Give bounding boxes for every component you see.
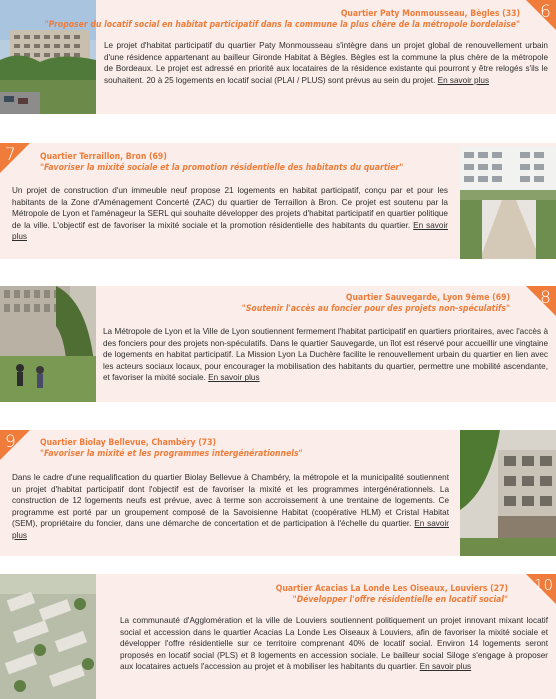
project-description-7: Un projet de construction d'un immeuble neuf propose 21 logements en habitat participatif, conçu par et pour les habitants de la Zone d'Aménagement Concerté (ZAC) du quartier de Terraillon à Bron. Ce projet est soutenu par la Métropole de Lyon et l'aménageur la SERL qui souhaite développer des projets d'habitat participatif en quartier politique de la ville. L'objectif est de favoriser la mixité sociale et la promotion résidentielle des habitants du quartier. En savoir plus — [12, 186, 449, 242]
project-photo-10 — [0, 574, 96, 699]
project-photo-7 — [460, 146, 556, 259]
project-title-7: Quartier Terraillon, Bron (69) "Favoriser la mixité sociale et la promotion résidentielle des habitants du quartier" — [40, 152, 404, 173]
project-number-8: 8 — [526, 286, 556, 316]
read-more-link-8[interactable]: En savoir plus — [208, 373, 260, 383]
project-photo-8 — [0, 286, 96, 402]
project-description-6: Le projet d'habitat participatif du quartier Paty Monmousseau s'intègre dans un projet global de renouvellement urbain d'une résidence appartenant au bailleur Gironde Habitat à Bègles. Bègles est la commune la plus chère de la métropole de Bordeaux. Le projet est adressé en priorité aux locataires de la résidence existante qui pourront y être relogés s'ils le souhaitent. 20 à 25 logements en locatif social (PLAI / PLUS) sont prévus au sein du projet. En savoir plus — [104, 41, 548, 85]
read-more-link-9[interactable]: En savoir plus — [12, 519, 449, 540]
separator — [0, 259, 556, 269]
project-description-10: La communauté d'Agglomération et la ville de Louviers soutiennent politiquement un projet innovant mixant locatif social et accession dans le quartier Acacias La Londe Les Oiseaux à Louviers, afin de favoriser la mixité sociale et développer l'offre résidentielle sur ce territoire comprenant 40% de locatif social. Environ 14 logements seront proposés en locatif social (PLS) et 8 logements en accession sociale. Le bailleur social Siloge s'engage à proposer aux locataires actuels l'accession au projet et à mobiliser les habitants du quartier. En savoir plus — [120, 616, 548, 672]
project-number-10: 10 — [526, 574, 556, 604]
project-card-10 — [0, 574, 556, 699]
project-card-6 — [0, 0, 556, 114]
project-title-10: Quartier Acacias La Londe Les Oiseaux, Louviers (27) "Développer l'offre résidentielle en locatif social" — [275, 584, 508, 605]
project-card-8 — [0, 286, 556, 402]
project-number-6: 6 — [526, 0, 556, 30]
project-description-8: La Métropole de Lyon et la Ville de Lyon soutiennent fermement l'habitat participatif en quartiers prioritaires, avec l'accès à des fonciers pour des projets non-spéculatifs. Dans le quartier Sauvegarde, un îlot est réservé pour accueillir une vingtaine de logements en habitat participatif. La Mission Lyon La Duchère facilite le renouvellement urbain du quartier en lien avec les acteurs sociaux locaux, pour encourager la mobilisation des habitants du quartier, permettre une mobilité ascendante, et favoriser la mixité sociale. En savoir plus — [103, 327, 548, 383]
separator — [0, 556, 556, 566]
separator — [0, 402, 556, 412]
project-card-9 — [0, 430, 556, 556]
project-photo-9 — [460, 430, 556, 556]
separator — [0, 114, 556, 124]
read-more-link-7[interactable]: En savoir plus — [12, 220, 449, 242]
project-description-9: Dans le cadre d'une requalification du quartier Biolay Bellevue à Chambéry, la métropole et la municipalité soutiennent un projet d'habitat participatif dont l'objectif est de favoriser la mixité et les programmes intergénérationnels. La construction de 12 logements neufs est prévue, avec à terme son accroissement à une trentaine de logements. Ce programme est porté par un groupement composé de la Savoisienne Habitat (coopérative HLM) et Cristal Habitat (SEM), propriétaire du foncier, dans une démarche de concertation et de participation à l'échelle du quartier. En savoir plus — [12, 473, 449, 540]
project-number-7: 7 — [0, 143, 30, 173]
read-more-link-10[interactable]: En savoir plus — [419, 662, 472, 672]
project-card-7 — [0, 143, 556, 259]
project-title-8: Quartier Sauvegarde, Lyon 9ème (69) "Soutenir l'accès au foncier pour des projets non-spéculatifs" — [241, 293, 510, 314]
project-title-6: Quartier Paty Monmousseau, Bègles (33) "Proposer du locatif social en habitat participatif dans la commune la plus chère de la métropole bordelaise" — [44, 9, 520, 30]
project-number-9: 9 — [0, 430, 30, 460]
project-title-9: Quartier Biolay Bellevue, Chambéry (73) "Favoriser la mixité et les programmes intergénérationnels" — [40, 438, 303, 459]
read-more-link-6[interactable]: En savoir plus — [437, 75, 490, 85]
